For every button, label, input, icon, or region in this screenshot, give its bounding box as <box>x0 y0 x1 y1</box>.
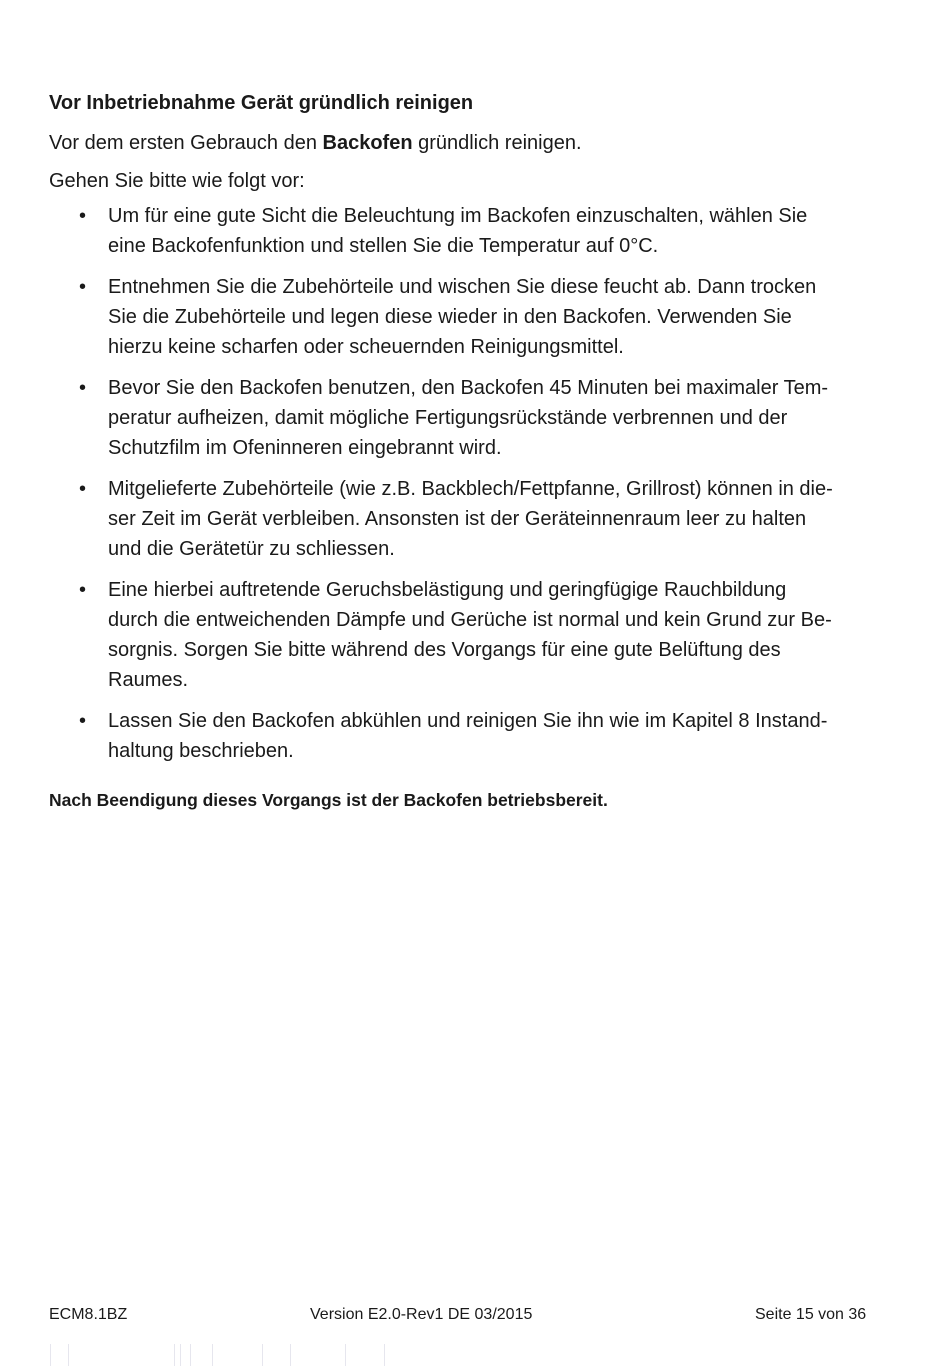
list-item-line: peratur aufheizen, damit mögliche Fertigungsrückstände verbrennen und der <box>108 407 788 429</box>
footer-version: Version E2.0-Rev1 DE 03/2015 <box>310 1306 533 1323</box>
scan-mark <box>174 1344 175 1366</box>
list-item-line: Eine hierbei auftretende Geruchsbelästigung und geringfügige Rauchbildung <box>108 579 787 601</box>
list-item-line: hierzu keine scharfen oder scheuernden Reinigungsmittel. <box>108 336 624 358</box>
list-item-line: und die Gerätetür zu schliessen. <box>108 538 395 560</box>
cleaning-steps-list <box>49 201 891 777</box>
intro-text-after: gründlich reinigen. <box>412 132 582 154</box>
intro-paragraph <box>49 128 582 158</box>
scan-mark <box>180 1344 181 1366</box>
scan-mark <box>384 1344 385 1366</box>
list-item-line: eine Backofenfunktion und stellen Sie die Temperatur auf 0°C. <box>108 235 659 257</box>
scan-mark <box>68 1344 69 1366</box>
list-item <box>49 575 891 695</box>
list-item-line: Lassen Sie den Backofen abkühlen und reinigen Sie ihn wie im Kapitel 8 Instand- <box>108 710 828 732</box>
bullet-icon: • <box>79 710 87 732</box>
scan-mark <box>262 1344 263 1366</box>
list-item-line: Raumes. <box>108 669 189 691</box>
list-item-line: Um für eine gute Sicht die Beleuchtung im Backofen einzuschalten, wählen Sie <box>108 205 808 227</box>
list-item-line: ser Zeit im Gerät verbleiben. Ansonsten ist der Geräteinnenraum leer zu halten <box>108 508 807 530</box>
intro-text-before: Vor dem ersten Gebrauch den <box>49 132 323 154</box>
list-item <box>49 272 891 362</box>
list-item <box>49 373 891 463</box>
list-item-line: Schutzfilm im Ofeninneren eingebrannt wird. <box>108 437 502 459</box>
footer-page-number: Seite 15 von 36 <box>755 1306 867 1323</box>
scan-mark <box>190 1344 191 1366</box>
scan-mark <box>212 1344 213 1366</box>
bullet-icon: • <box>79 276 87 298</box>
intro-bold-term: Backofen <box>322 132 413 154</box>
scan-mark <box>345 1344 346 1366</box>
bullet-icon: • <box>79 205 87 227</box>
final-note: Nach Beendigung dieses Vorgangs ist der Backofen betriebsbereit. <box>49 790 608 810</box>
list-item <box>49 706 891 766</box>
bullet-icon: • <box>79 478 87 500</box>
list-item-line: durch die entweichenden Dämpfe und Gerüche ist normal und kein Grund zur Be- <box>108 609 832 631</box>
list-item-line: haltung beschrieben. <box>108 740 294 762</box>
list-item-line: Mitgelieferte Zubehörteile (wie z.B. Backblech/Fettpfanne, Grillrost) können in die- <box>108 478 833 500</box>
instruction-paragraph: Gehen Sie bitte wie folgt vor: <box>49 170 305 192</box>
scan-mark <box>50 1344 51 1366</box>
scan-mark <box>290 1344 291 1366</box>
bullet-icon: • <box>79 579 87 601</box>
list-item-line: sorgnis. Sorgen Sie bitte während des Vorgangs für eine gute Belüftung des <box>108 639 781 661</box>
list-item-line: Entnehmen Sie die Zubehörteile und wischen Sie diese feucht ab. Dann trocken <box>108 276 817 298</box>
bullet-icon: • <box>79 377 87 399</box>
list-item <box>49 474 891 564</box>
list-item-line: Bevor Sie den Backofen benutzen, den Backofen 45 Minuten bei maximaler Tem- <box>108 377 829 399</box>
list-item-line: Sie die Zubehörteile und legen diese wieder in den Backofen. Verwenden Sie <box>108 306 792 328</box>
scan-artifact-marks <box>0 1344 950 1368</box>
list-item <box>49 201 891 261</box>
footer-model: ECM8.1BZ <box>49 1306 128 1323</box>
section-heading: Vor Inbetriebnahme Gerät gründlich reinigen <box>49 92 474 114</box>
